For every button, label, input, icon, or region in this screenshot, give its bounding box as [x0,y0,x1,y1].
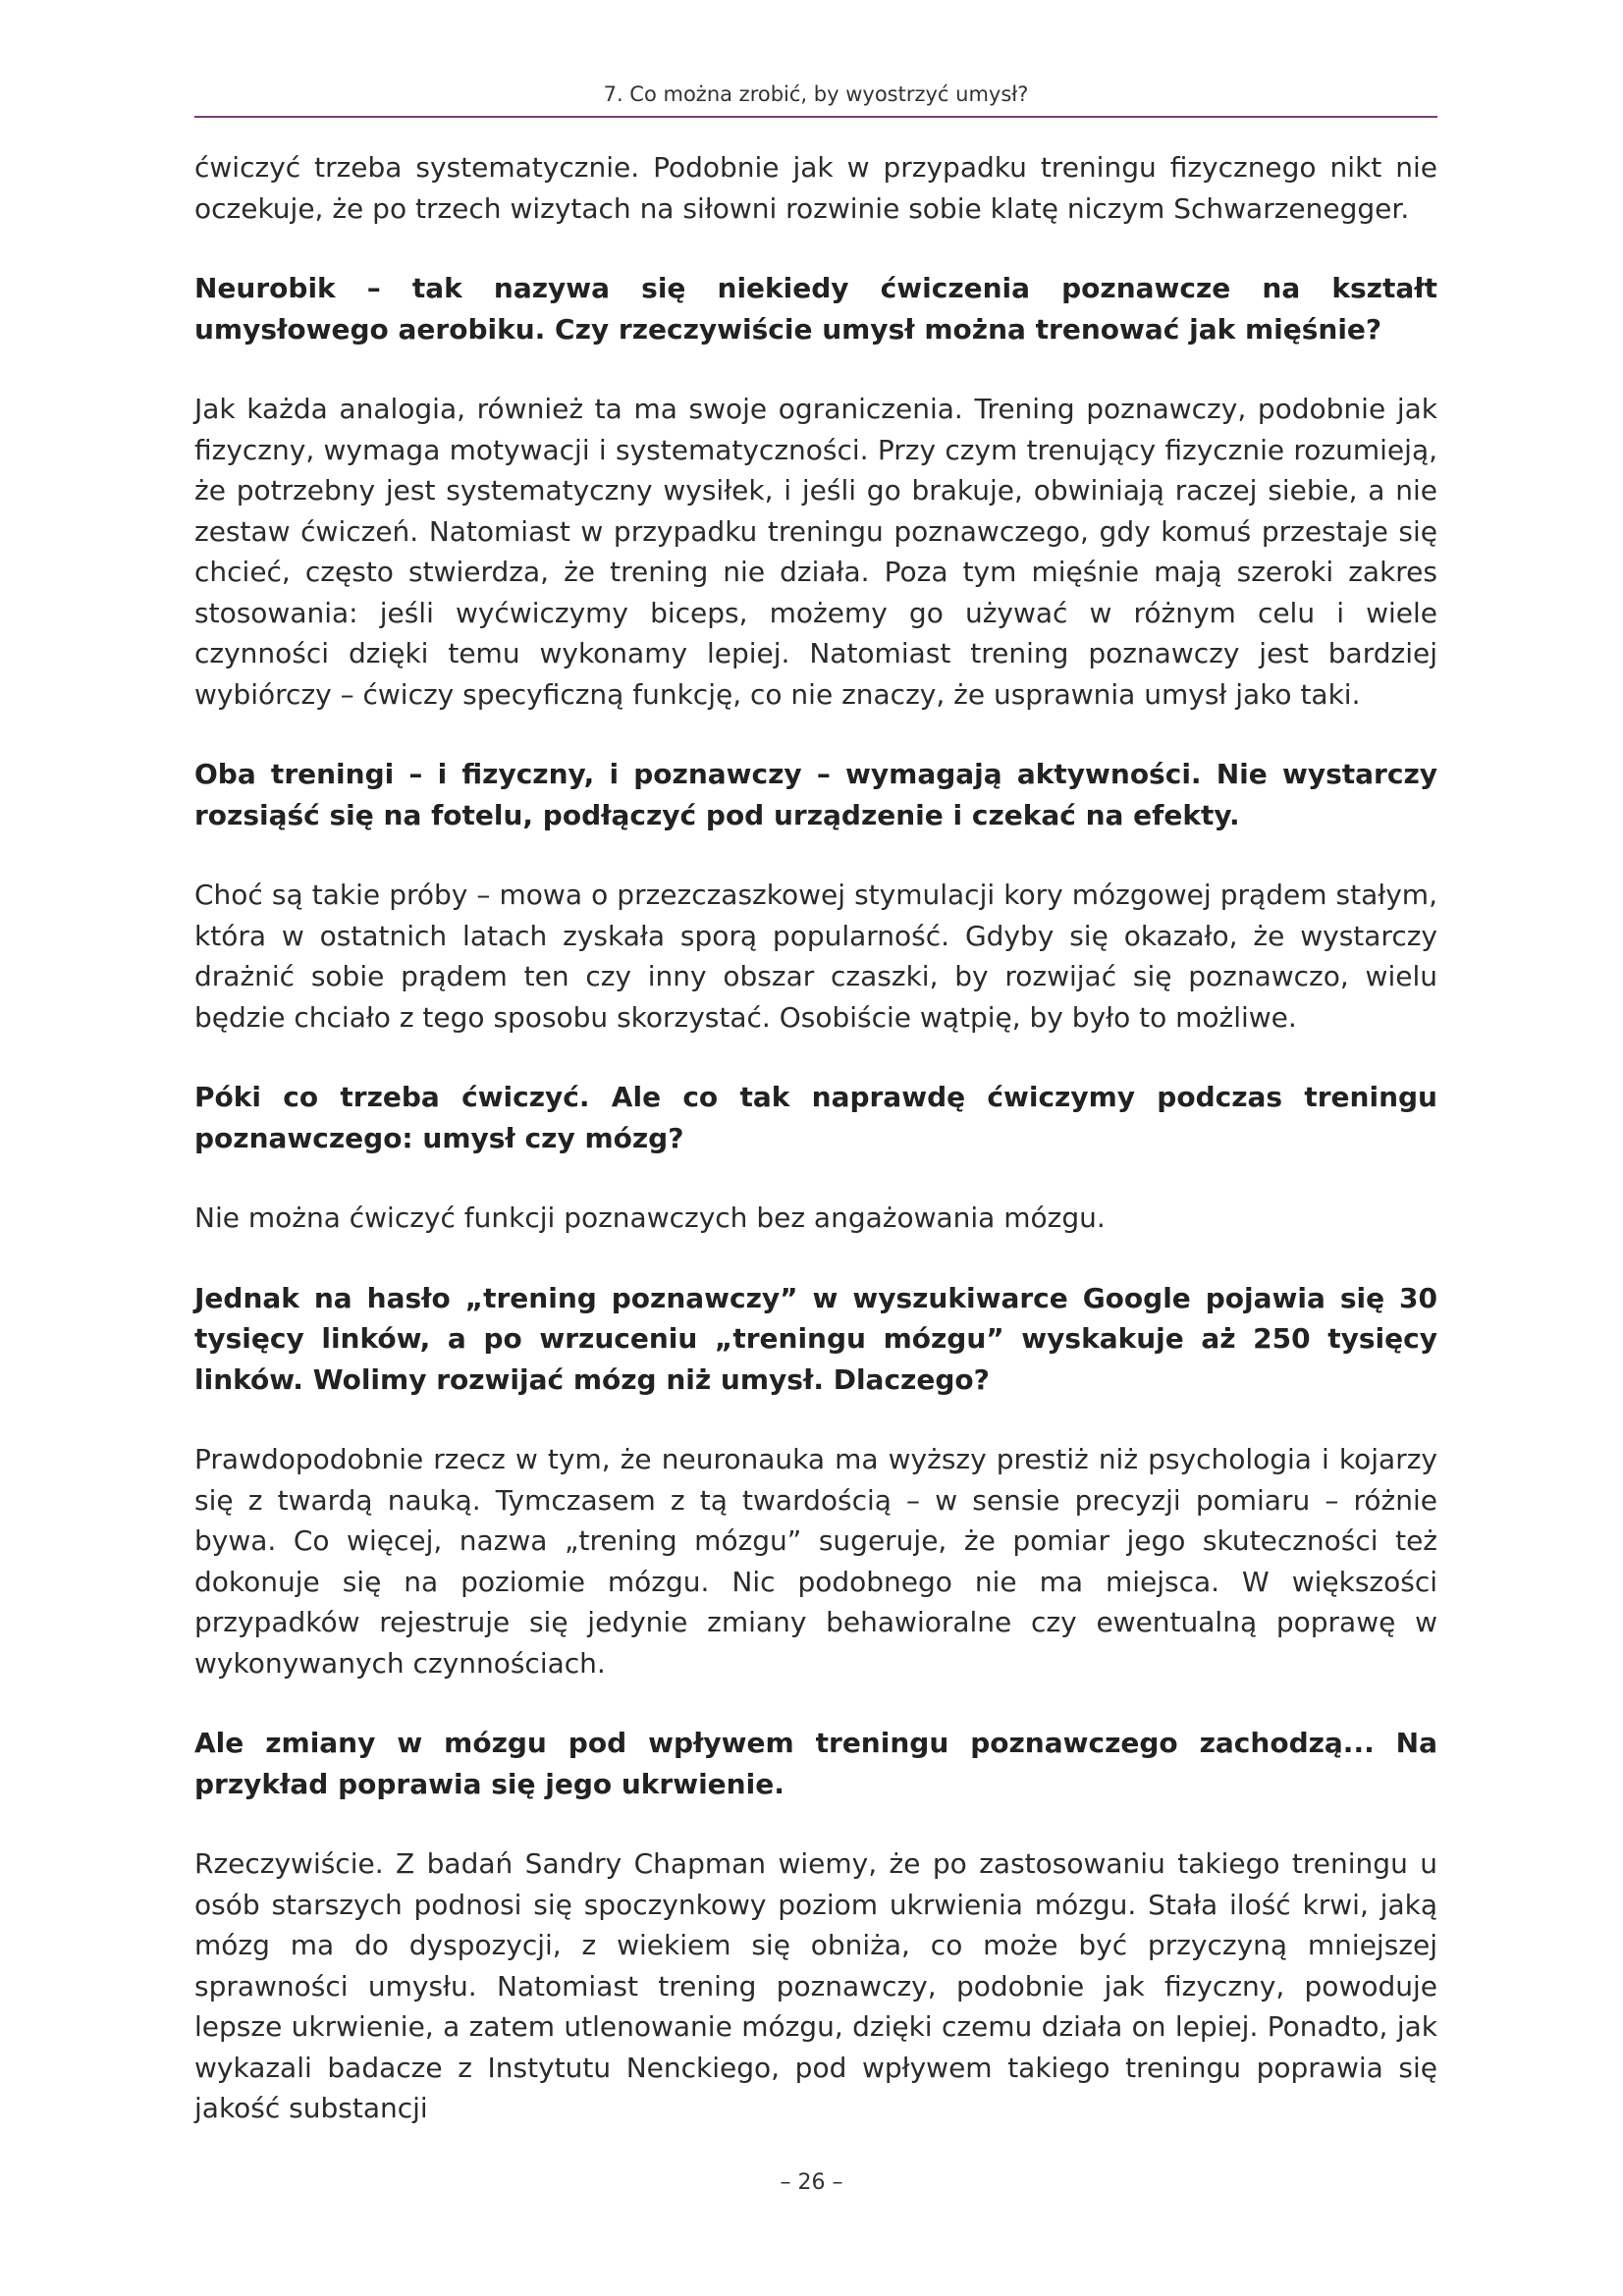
question-paragraph: Jednak na hasło „trening poznawczy” w wyszukiwarce Google pojawia się 30 tysięcy linków, a po wrzuceniu „treningu mózgu” wyskakuje aż 250 tysięcy linków. Wolimy rozwijać mózg niż umysł. Dlaczego? [194,1281,1437,1396]
answer-paragraph: Prawdopodobnie rzecz w tym, że neuronauka ma wyższy prestiż niż psychologia i kojarzy się z twardą nauką. Tymczasem z tą twardością – w sensie precyzji pomiaru – różnie bywa. Co więcej, nazwa „trening mózgu” sugeruje, że pomiar jego skuteczności też dokonuje się na poziomie mózgu. Nic podobnego nie ma miejsca. W większości przypadków rejestruje się jedynie zmiany behawioralne czy ewentualną poprawę w wykonywanych czynnościach. [194,1443,1437,1680]
answer-paragraph: Nie można ćwiczyć funkcji poznawczych bez angażowania mózgu. [194,1201,1106,1234]
body-text [194,147,1437,2168]
page-number: – 26 – [780,2170,843,2195]
answer-paragraph: Rzeczywiście. Z badań Sandry Chapman wiemy, że po zastosowaniu takiego treningu u osób starszych podnosi się spoczynkowy poziom ukrwienia mózgu. Stała ilość krwi, jaką mózg ma do dyspozycji, z wiekiem się obniża, co może być przyczyną mniejszej sprawności umysłu. Natomiast trening poznawczy, podobnie jak fizyczny, powoduje lepsze ukrwienie, a zatem utlenowanie mózgu, dzięki czemu działa on lepiej. Ponadto, jak wykazali badacze z Instytutu Nenckiego, pod wpływem takiego treningu poprawia się jakość substancji [194,1847,1437,2124]
question-paragraph: Ale zmiany w mózgu pod wpływem treningu poznawczego zachodzą... Na przykład poprawia się jego ukrwienie. [194,1727,1437,1800]
question-paragraph: Póki co trzeba ćwiczyć. Ale co tak naprawdę ćwiczymy podczas treningu poznawczego: umysł czy mózg? [194,1081,1437,1154]
running-head: 7. Co można zrobić, by wyostrzyć umysł? [603,82,1029,106]
header-rule [194,116,1437,118]
answer-paragraph: Jak każda analogia, również ta ma swoje ograniczenia. Trening poznawczy, podobnie jak fizyczny, wymaga motywacji i systematyczności. Przy czym trenujący fizycznie rozumieją, że potrzebny jest systematyczny wysiłek, i jeśli go brakuje, obwiniają raczej siebie, a nie zestaw ćwiczeń. Natomiast w przypadku treningu poznawczego, gdy komuś przestaje się chcieć, często stwierdza, że trening nie działa. Poza tym mięśnie mają szeroki zakres stosowania: jeśli wyćwiczymy biceps, możemy go używać w różnym celu i wiele czynności dzięki temu wykonamy lepiej. Natomiast trening poznawczy jest bardziej wybiórczy – ćwiczy specyficzną funkcję, co nie znaczy, że usprawnia umysł jako taki. [194,393,1437,711]
question-paragraph: Neurobik – tak nazywa się niekiedy ćwiczenia poznawcze na kształt umysłowego aerobiku. Czy rzeczywiście umysł można trenować jak mięśnie? [194,272,1437,346]
question-paragraph: Oba treningi – i fizyczny, i poznawczy – wymagają aktywności. Nie wystarczy rozsiąść się na fotelu, podłączyć pod urządzenie i czekać na efekty. [194,758,1437,831]
answer-paragraph: Choć są takie próby – mowa o przezczaszkowej stymulacji kory mózgowej prądem stałym, która w ostatnich latach zyskała sporą popularność. Gdyby się okazało, że wystarczy drażnić sobie prądem ten czy inny obszar czaszki, by rozwijać się poznawczo, wielu będzie chciało z tego sposobu skorzystać. Osobiście wątpię, by było to możliwe. [194,879,1437,1034]
answer-paragraph: ćwiczyć trzeba systematycznie. Podobnie jak w przypadku treningu fizycznego nikt nie oczekuje, że po trzech wizytach na siłowni rozwinie sobie klatę niczym Schwarzenegger. [194,151,1437,225]
